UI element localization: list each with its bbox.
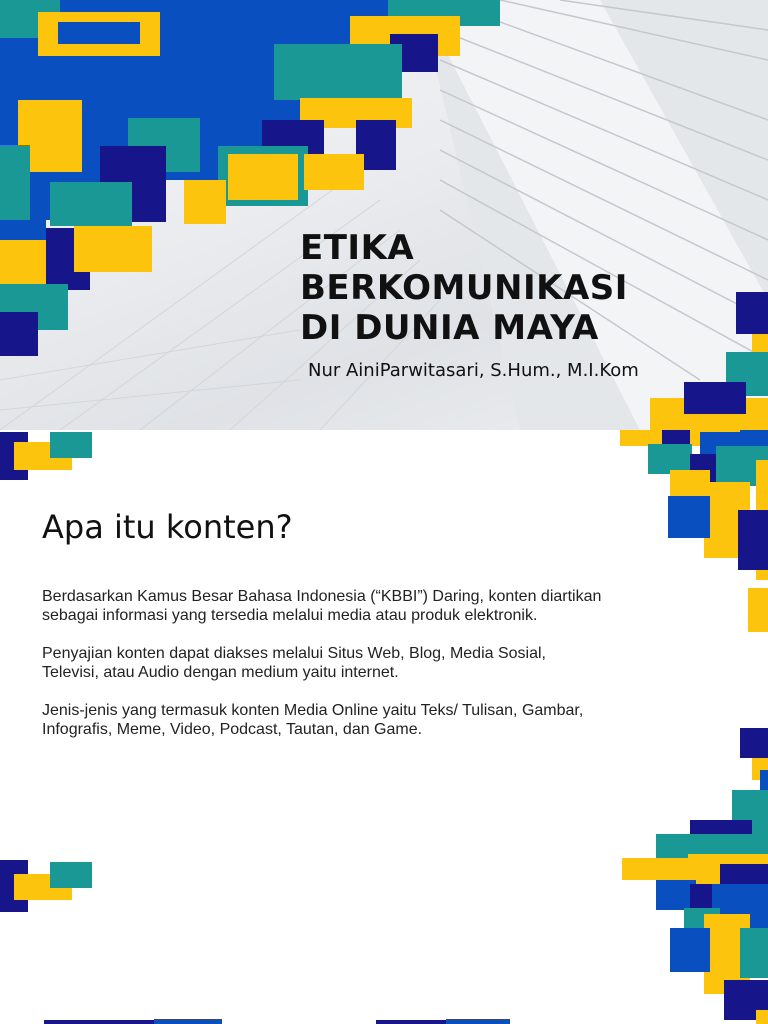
content-slide — [0, 430, 768, 1024]
author-name: Nur AiniParwitasari, S.Hum., M.I.Kom — [308, 360, 639, 381]
title-line-1: ETIKA — [300, 228, 415, 268]
title-line-2: BERKOMUNIKASI — [300, 268, 628, 308]
title-slide — [0, 0, 768, 430]
paragraph-content-types: Jenis-jenis yang termasuk konten Media Online yaitu Teks/ Tulisan, Gambar, Infografis, Meme, Video, Podcast, Tautan, dan Game. — [42, 702, 584, 738]
slide-heading: Apa itu konten? — [42, 508, 293, 546]
title-line-3: DI DUNIA MAYA — [300, 308, 599, 348]
presentation-title — [300, 228, 628, 348]
paragraph-kbbi-definition: Berdasarkan Kamus Besar Bahasa Indonesia (“KBBI”) Daring, konten diartikan sebagai informasi yang tersedia melalui media atau produk elektronik. — [42, 588, 602, 624]
slide-body — [42, 587, 602, 758]
paragraph-access-media: Penyajian konten dapat diakses melalui Situs Web, Blog, Media Sosial, Televisi, atau Audio dengan medium yaitu internet. — [42, 645, 546, 681]
